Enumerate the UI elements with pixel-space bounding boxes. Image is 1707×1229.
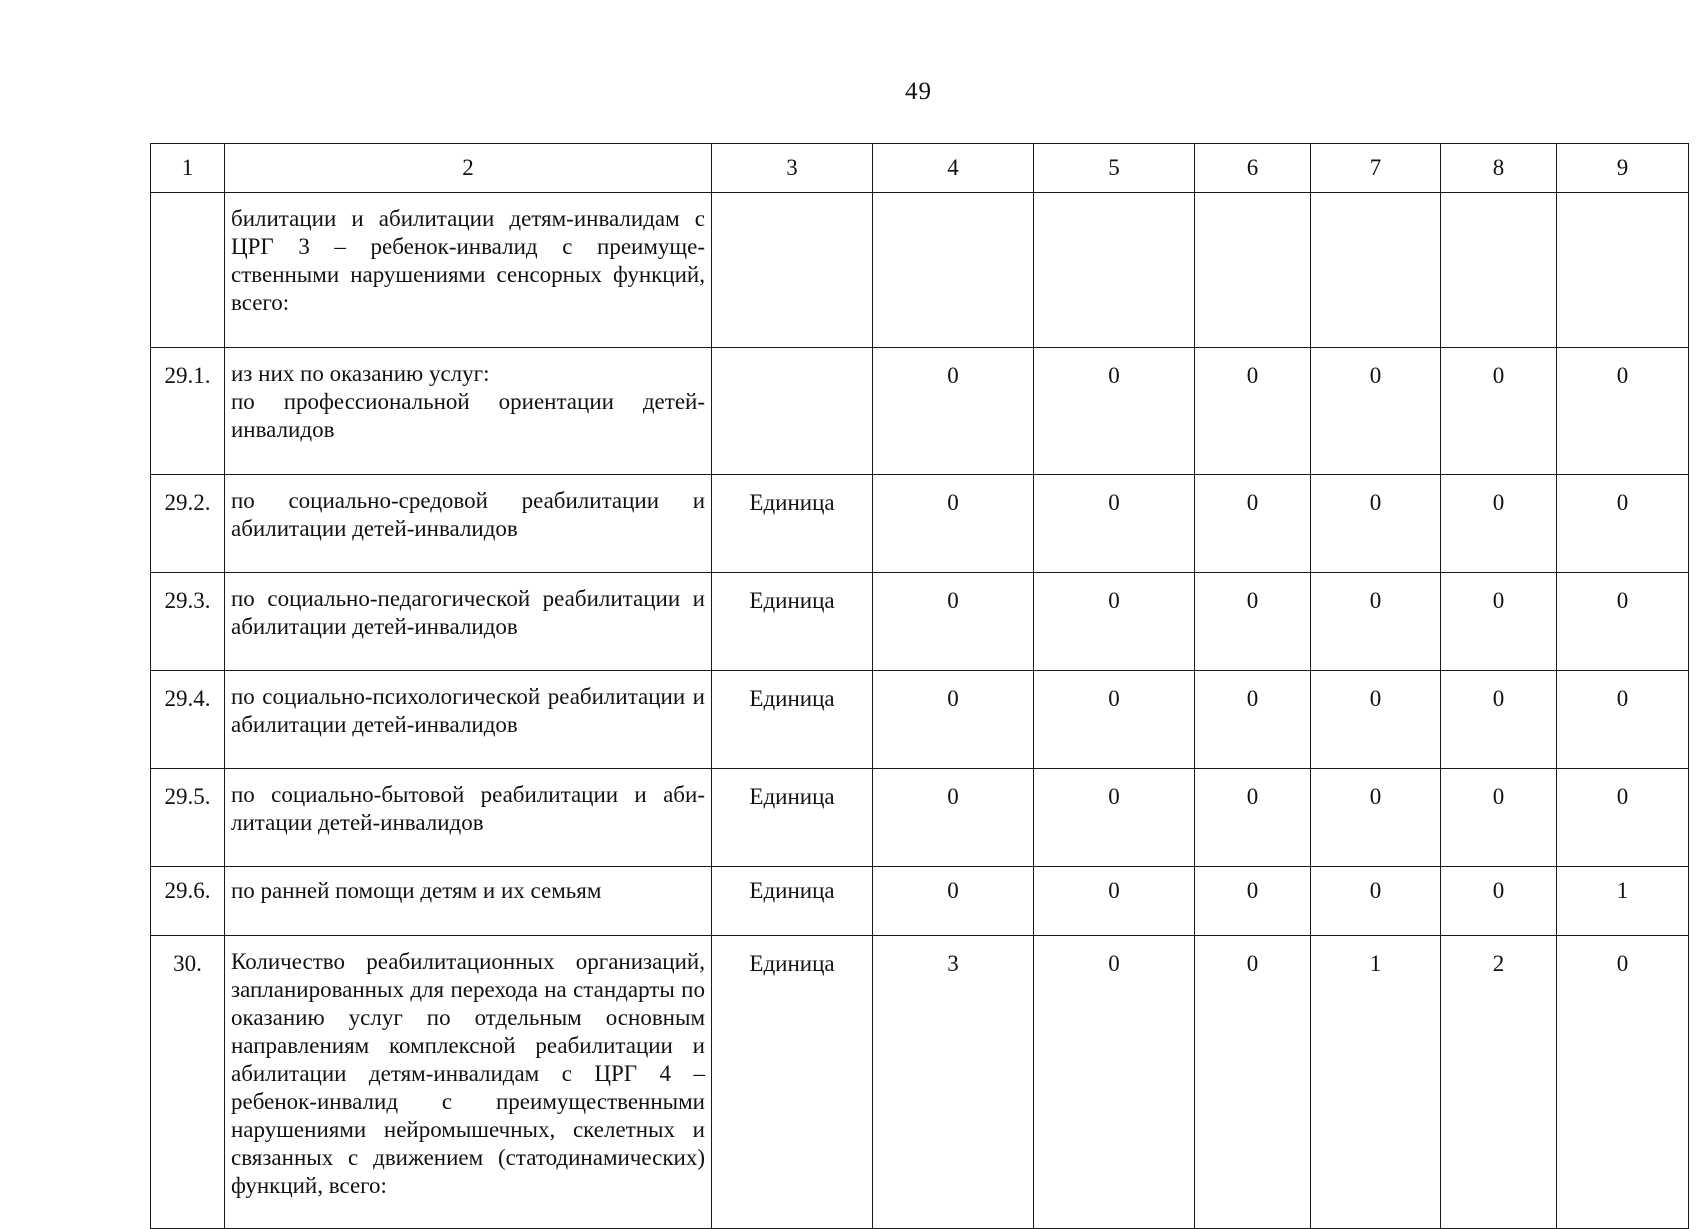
row-unit [712, 193, 873, 348]
row-number: 29.3. [151, 573, 225, 671]
row-description [225, 193, 712, 348]
row-value: 0 [1195, 671, 1311, 769]
row-number: 29.2. [151, 475, 225, 573]
table-header-row [151, 144, 1689, 193]
row-description-line: по социально-педагогической реабилитации и абилитации детей-инвалидов [231, 586, 705, 639]
row-value: 0 [1311, 671, 1441, 769]
row-unit: Единица [712, 475, 873, 573]
row-description [225, 671, 712, 769]
row-value [1311, 193, 1441, 348]
column-number-7: 7 [1311, 144, 1441, 193]
row-value: 0 [1441, 867, 1557, 936]
row-value: 0 [1034, 671, 1195, 769]
row-unit: Единица [712, 867, 873, 936]
row-value: 0 [1441, 475, 1557, 573]
row-value: 0 [1311, 348, 1441, 475]
row-number: 30. [151, 936, 225, 1229]
row-value: 3 [873, 936, 1034, 1229]
column-number-4: 4 [873, 144, 1034, 193]
row-description [225, 936, 712, 1229]
row-description-line: по социально-средовой реабилитации и абилитации детей-инвалидов [231, 488, 705, 541]
row-description [225, 475, 712, 573]
row-description-line: Количество реабилитационных организаций, запланированных для перехода на стандарты по оказанию услуг по отдельным основным направлениям комплексной реабилитации и абилитации детям-инвалидам с ЦРГ 4 – ребенок-инвалид с преимущественными нарушениями нейромышечных, скелетных и связанных с движением (статодинамических) функций, всего: [231, 949, 705, 1198]
column-number-5: 5 [1034, 144, 1195, 193]
row-description-line: из них по оказанию услуг: [231, 361, 490, 386]
column-number-2: 2 [225, 144, 712, 193]
row-value: 0 [873, 475, 1034, 573]
row-value: 0 [1441, 671, 1557, 769]
row-value: 0 [1557, 573, 1689, 671]
table-row [151, 936, 1689, 1229]
table-row [151, 193, 1689, 348]
row-value: 0 [1557, 936, 1689, 1229]
row-value: 0 [1195, 936, 1311, 1229]
row-number: 29.6. [151, 867, 225, 936]
column-number-8: 8 [1441, 144, 1557, 193]
row-value [873, 193, 1034, 348]
table-row [151, 867, 1689, 936]
row-description-line: по социально-психологической реабилитации и абилитации детей-инвалидов [231, 684, 705, 737]
row-description [225, 573, 712, 671]
row-description-line: по социально-бытовой реабилитации и абилитации детей-инвалидов [231, 782, 705, 835]
row-description [225, 769, 712, 867]
column-number-9: 9 [1557, 144, 1689, 193]
row-value: 0 [1034, 348, 1195, 475]
row-value: 0 [1034, 769, 1195, 867]
row-value: 0 [1195, 475, 1311, 573]
row-description-line: по профессиональной ориентации детей-инвалидов [231, 389, 705, 442]
row-value: 0 [1557, 348, 1689, 475]
table-row [151, 475, 1689, 573]
row-number: 29.5. [151, 769, 225, 867]
row-value: 0 [1311, 769, 1441, 867]
data-table [150, 143, 1689, 1229]
row-value: 0 [1195, 867, 1311, 936]
row-value: 0 [1034, 936, 1195, 1229]
row-value: 0 [1441, 348, 1557, 475]
table-row [151, 573, 1689, 671]
table-row [151, 769, 1689, 867]
row-value [1034, 193, 1195, 348]
column-number-6: 6 [1195, 144, 1311, 193]
row-unit: Единица [712, 573, 873, 671]
row-value: 0 [873, 671, 1034, 769]
row-value [1557, 193, 1689, 348]
row-unit: Единица [712, 769, 873, 867]
row-value: 0 [873, 867, 1034, 936]
row-value: 0 [1441, 769, 1557, 867]
row-value: 2 [1441, 936, 1557, 1229]
row-value: 0 [1557, 475, 1689, 573]
row-value: 0 [1034, 573, 1195, 671]
row-value: 0 [1557, 769, 1689, 867]
row-description-line: билитации и абилитации детям-инвалидам с ЦРГ 3 – ребенок-инвалид с преимущественными нарушениями сенсорных функций, всего: [231, 206, 705, 315]
row-value: 0 [1311, 867, 1441, 936]
row-description-line: по ранней помощи детям и их семьям [231, 878, 602, 903]
row-description [225, 348, 712, 475]
row-value: 1 [1557, 867, 1689, 936]
row-value: 0 [1195, 573, 1311, 671]
row-value: 0 [873, 348, 1034, 475]
row-value: 0 [1034, 867, 1195, 936]
table-row [151, 671, 1689, 769]
row-unit: Единица [712, 671, 873, 769]
row-description [225, 867, 712, 936]
row-value [1195, 193, 1311, 348]
row-value [1441, 193, 1557, 348]
row-value: 1 [1311, 936, 1441, 1229]
row-value: 0 [1557, 671, 1689, 769]
row-value: 0 [873, 573, 1034, 671]
table-row [151, 348, 1689, 475]
row-value: 0 [1034, 475, 1195, 573]
row-number [151, 193, 225, 348]
row-value: 0 [1311, 573, 1441, 671]
row-unit [712, 348, 873, 475]
row-number: 29.4. [151, 671, 225, 769]
row-value: 0 [1195, 769, 1311, 867]
row-number: 29.1. [151, 348, 225, 475]
row-unit: Единица [712, 936, 873, 1229]
row-value: 0 [1311, 475, 1441, 573]
column-number-1: 1 [151, 144, 225, 193]
row-value: 0 [873, 769, 1034, 867]
row-value: 0 [1441, 573, 1557, 671]
row-value: 0 [1195, 348, 1311, 475]
column-number-3: 3 [712, 144, 873, 193]
page-number: 49 [905, 78, 932, 105]
